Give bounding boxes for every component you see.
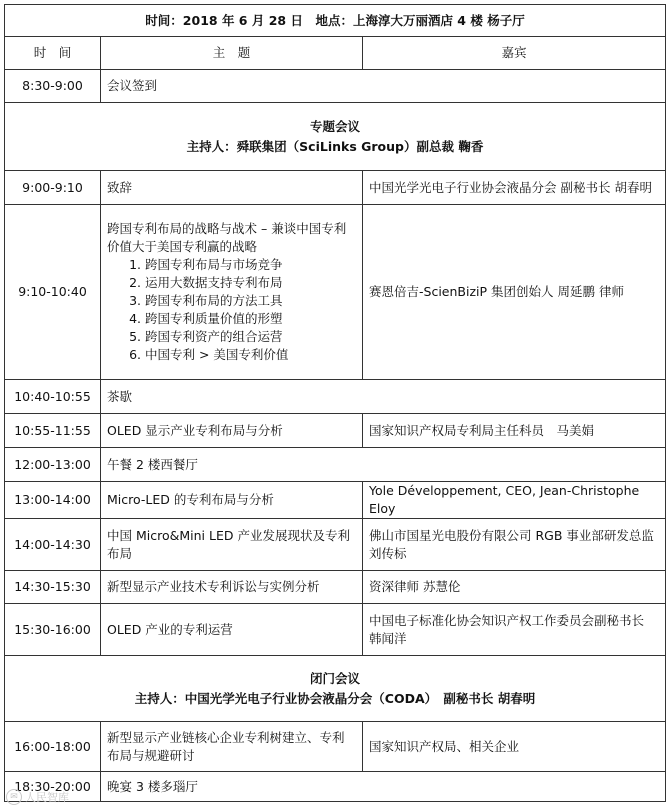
time-cell: 14:30-15:30 [5,571,101,604]
column-header-row [5,37,666,70]
topic-cell: 新型显示产业技术专利诉讼与实例分析 [101,571,363,604]
topic-cell: 致辞 [101,171,363,205]
list-item: 4. 跨国专利质量价值的形塑 [145,310,356,328]
time-cell: 13:00-14:00 [5,482,101,519]
topic-cell: OLED 显示产业专利布局与分析 [101,414,363,448]
time-cell: 15:30-16:00 [5,604,101,656]
guest-cell: 中国光学光电子行业协会液晶分会 副秘书长 胡春明 [363,171,666,205]
watermark-text: 人民智库 [25,791,69,804]
topic-title-line: 价值大于美国专利赢的战略 [107,239,258,254]
guest-cell: Yole Développement, CEO, Jean-Christophe Eloy [363,482,666,519]
topic-cell: 晚宴 3 楼多瑙厅 [101,772,666,802]
guest-cell: 国家知识产权局、相关企业 [363,722,666,772]
topic-sublist [107,256,356,364]
table-row [5,772,666,802]
col-topic-header: 主 题 [101,37,363,70]
session-header [5,656,666,722]
list-item: 1. 跨国专利布局与市场竞争 [145,256,356,274]
time-cell: 16:00-18:00 [5,722,101,772]
topic-cell: 午餐 2 楼西餐厅 [101,448,666,482]
time-cell: 9:10-10:40 [5,205,101,380]
session-host: 主持人：中国光学光电子行业协会液晶分会（CODA） 副秘书长 胡春明 [134,690,536,706]
topic-cell: OLED 产业的专利运营 [101,604,363,656]
time-cell: 12:00-13:00 [5,448,101,482]
list-item: 2. 运用大数据支持专利布局 [145,274,356,292]
topic-cell [101,205,363,380]
session-host: 主持人：舜联集团（SciLinks Group）副总裁 鞠香 [186,138,484,154]
session-header [5,103,666,171]
time-cell: 14:00-14:30 [5,519,101,571]
table-row [5,722,666,772]
topic-cell: 中国 Micro&Mini LED 产业发展现状及专利布局 [101,519,363,571]
session-title: 闭门会议 [310,670,361,686]
topic-title-line: 跨国专利布局的战略与战术 – 兼谈中国专利 [107,221,347,236]
col-guest-header: 嘉宾 [363,37,666,70]
watermark [6,789,69,805]
table-row [5,482,666,519]
table-row [5,571,666,604]
topic-cell: 茶歇 [101,380,666,414]
list-item: 5. 跨国专利资产的组合运营 [145,328,356,346]
time-cell: 10:55-11:55 [5,414,101,448]
table-row [5,448,666,482]
table-row [5,70,666,103]
wechat-icon: ✉ [6,789,22,805]
table-row [5,414,666,448]
col-time-header: 时 间 [5,37,101,70]
session-title: 专题会议 [310,118,361,134]
agenda-table [4,4,666,802]
table-row [5,171,666,205]
guest-cell: 中国电子标准化协会知识产权工作委员会副秘书长 韩闻洋 [363,604,666,656]
event-info: 时间：2018 年 6 月 28 日 地点：上海淳大万丽酒店 4 楼 杨子厅 [5,5,666,37]
session-row [5,656,666,722]
guest-cell: 资深律师 苏慧伦 [363,571,666,604]
table-row [5,604,666,656]
time-cell: 18:30-20:00 [5,772,101,802]
topic-cell: Micro-LED 的专利布局与分析 [101,482,363,519]
table-row [5,205,666,380]
guest-cell: 佛山市国星光电股份有限公司 RGB 事业部研发总监 刘传标 [363,519,666,571]
table-row [5,519,666,571]
time-cell: 9:00-9:10 [5,171,101,205]
topic-cell: 新型显示产业链核心企业专利树建立、专利布局与规避研讨 [101,722,363,772]
list-item: 3. 跨国专利布局的方法工具 [145,292,356,310]
guest-cell: 赛恩倍吉-ScienBiziP 集团创始人 周延鹏 律师 [363,205,666,380]
list-item: 6. 中国专利 > 美国专利价值 [145,346,356,364]
table-row [5,380,666,414]
session-row [5,103,666,171]
time-cell: 10:40-10:55 [5,380,101,414]
topic-cell: 会议签到 [101,70,666,103]
time-cell: 8:30-9:00 [5,70,101,103]
header-row [5,5,666,37]
guest-cell: 国家知识产权局专利局主任科员 马美娟 [363,414,666,448]
